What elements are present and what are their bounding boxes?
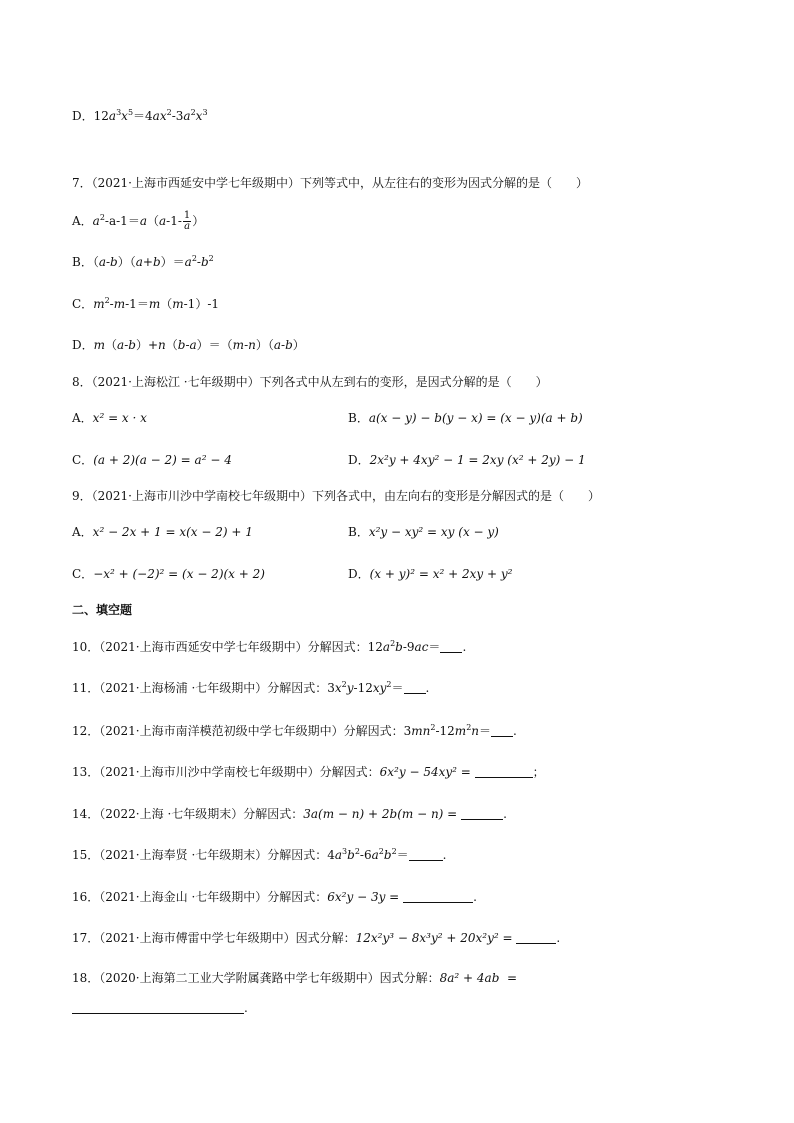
answer-blank[interactable] <box>440 640 462 653</box>
q11: 11．（2021·上海杨浦 ·七年级期中）分解因式：$3x^2y-12xy^2=$ . <box>72 680 430 695</box>
q17: 17．（2021·上海市傅雷中学七年级期中）因式分解：12x²y³ − 8x³y² + 20x²y² = . <box>72 931 561 945</box>
q8-option-c: C．(a + 2)(a − 2) = a² − 4 <box>72 453 232 467</box>
q9-option-b: B．x²y − xy² = xy (x − y) <box>348 525 499 539</box>
q8-option-b: B．a(x − y) − b(y − x) = (x − y)(a + b) <box>348 411 583 425</box>
answer-blank[interactable] <box>403 890 473 903</box>
q9-option-c: C．−x² + (−2)² = (x − 2)(x + 2) <box>72 567 265 581</box>
q7-option-c: C．$m^2-m-1=m(m-1)-1$ <box>72 296 220 311</box>
q8-stem: 8．（2021·上海松江 ·七年级期中）下列各式中从左到右的变形，是因式分解的是（ ） <box>72 375 548 389</box>
q7-stem: 7．（2021·上海市西延安中学七年级期中）下列等式中，从左往右的变形为因式分解的是（ ） <box>72 176 588 190</box>
q7-option-b: B．$(a-b)(a+b)=a^2-b^2$ <box>72 254 214 269</box>
q10: 10．（2021·上海市西延安中学七年级期中）分解因式：$12a^2b-9ac=$ . <box>72 639 467 654</box>
q8-option-a: A．x² = x · x <box>72 411 147 425</box>
answer-blank[interactable] <box>491 724 513 737</box>
fraction: $\frac{1}{a}$ <box>183 210 191 232</box>
answer-blank[interactable] <box>72 1001 244 1014</box>
q15: 15．（2021·上海奉贤 ·七年级期末）分解因式：$4a^3b^2-6a^2b^2=$ . <box>72 847 447 862</box>
answer-blank[interactable] <box>409 848 443 861</box>
q13: 13．（2021·上海市川沙中学南校七年级期中）分解因式：6x²y − 54xy² = ； <box>72 765 545 779</box>
q7-option-a: A．$a^2-a-1=a(a-1-$ $\frac{1}{a}$ ） <box>72 210 205 232</box>
q9-option-d: D．(x + y)² = x² + 2xy + y² <box>348 567 513 581</box>
q9-stem: 9．（2021·上海市川沙中学南校七年级期中）下列各式中，由左向右的变形是分解因式的是（ ） <box>72 489 600 503</box>
q18-answer-line: . <box>72 1000 248 1016</box>
q18: 18．（2020·上海第二工业大学附属龚路中学七年级期中）因式分解：8a² + 4ab = <box>72 971 518 985</box>
section-heading-fill-in: 二、填空题 <box>72 603 133 617</box>
q12: 12．（2021·上海市南洋模范初级中学七年级期中）分解因式：$3mn^2-12m^2n=$ . <box>72 723 517 738</box>
answer-blank[interactable] <box>461 807 503 820</box>
q8-option-d: D．2x²y + 4xy² − 1 = 2xy (x² + 2y) − 1 <box>348 453 586 467</box>
q9-option-a: A．x² − 2x + 1 = x(x − 2) + 1 <box>72 525 253 539</box>
q7-option-d: D．m（a-b）+n（b-a）＝（m-n）（a-b） <box>72 338 305 352</box>
q6-option-d: D．$12a^3x^5=4ax^2-3a^2x^3$ <box>72 108 208 123</box>
answer-blank[interactable] <box>404 681 426 694</box>
answer-blank[interactable] <box>475 765 533 778</box>
q16: 16．（2021·上海金山 ·七年级期中）分解因式：6x²y − 3y = . <box>72 890 477 904</box>
answer-blank[interactable] <box>516 931 556 944</box>
q14: 14．（2022·上海 ·七年级期末）分解因式：3a(m − n) + 2b(m − n) = . <box>72 807 507 821</box>
